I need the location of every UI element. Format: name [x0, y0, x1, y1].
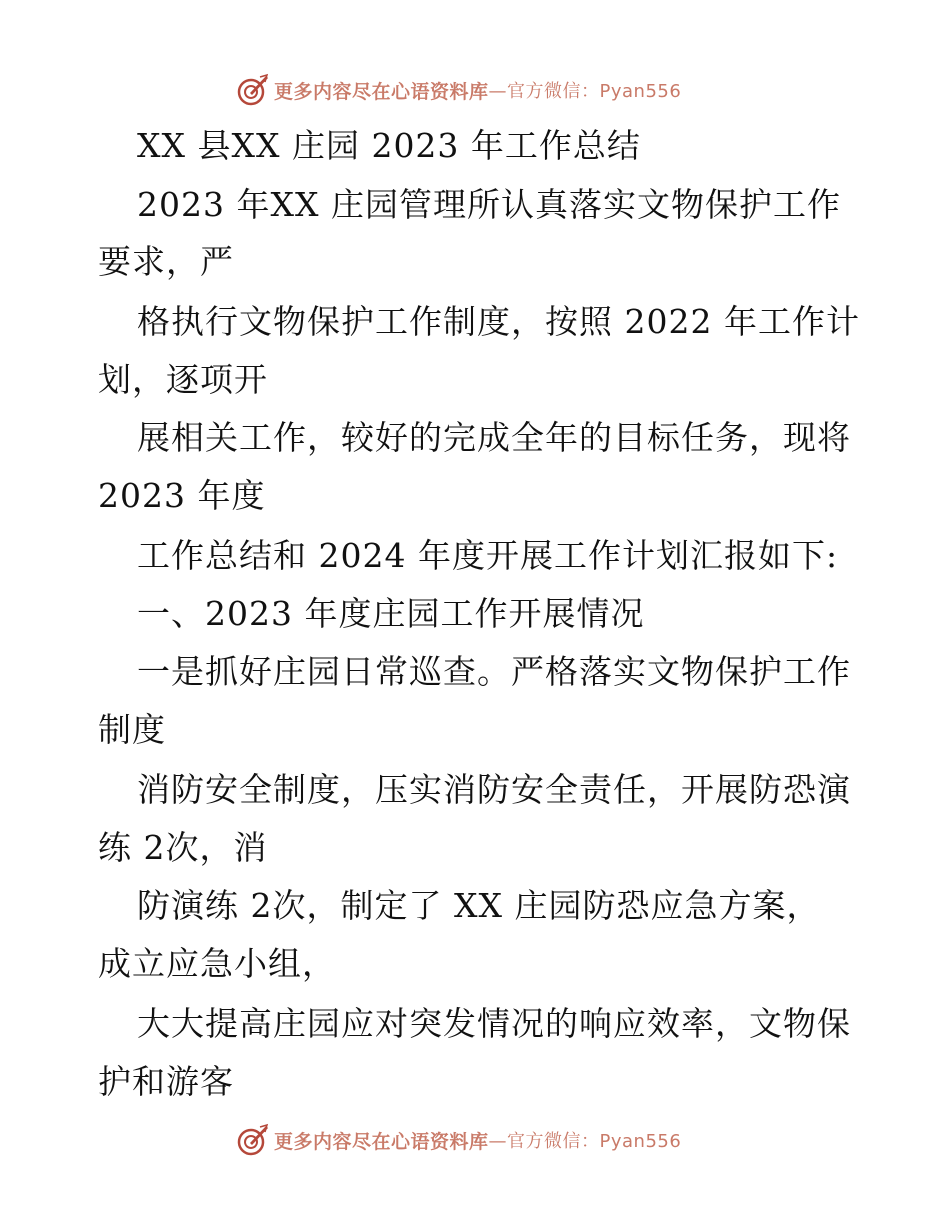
paragraph-line: 练 2次，消	[98, 828, 268, 867]
watermark-contact-text: —官方微信：Pyan556	[488, 81, 682, 102]
header-watermark	[236, 72, 681, 108]
document-title: XX 县XX 庄园 2023 年工作总结	[137, 126, 641, 165]
paragraph-line: 一是抓好庄园日常巡查。严格落实文物保护工作	[137, 652, 851, 691]
paragraph-line: 大大提高庄园应对突发情况的响应效率，文物保	[137, 1004, 851, 1043]
watermark-main-text: 更多内容尽在心语资料库	[274, 80, 489, 103]
paragraph-line: 格执行文物保护工作制度，按照 2022 年工作计	[137, 302, 860, 341]
paragraph-line: 成立应急小组，	[98, 944, 336, 983]
footer-watermark	[236, 1122, 681, 1158]
paragraph-line: 2023 年度	[98, 476, 266, 515]
paragraph-line: 要求，严	[98, 242, 234, 281]
quill-logo-icon	[236, 73, 270, 107]
paragraph-line: 展相关工作，较好的完成全年的目标任务，现将	[137, 418, 851, 457]
section-heading: 一、2023 年度庄园工作开展情况	[137, 594, 645, 633]
paragraph-line: 制度	[98, 710, 166, 749]
paragraph-line: 划，逐项开	[98, 360, 268, 399]
paragraph-line: 消防安全制度，压实消防安全责任，开展防恐演	[137, 770, 851, 809]
paragraph-line: 2023 年XX 庄园管理所认真落实文物保护工作	[137, 185, 841, 224]
quill-logo-icon	[236, 1123, 270, 1157]
paragraph-line: 工作总结和 2024 年度开展工作计划汇报如下:	[137, 536, 839, 575]
paragraph-line: 护和游客	[98, 1062, 234, 1101]
watermark-main-text: 更多内容尽在心语资料库	[274, 1130, 489, 1153]
paragraph-line: 防演练 2次，制定了 XX 庄园防恐应急方案，	[137, 886, 821, 925]
watermark-contact-text: —官方微信：Pyan556	[488, 1131, 682, 1152]
